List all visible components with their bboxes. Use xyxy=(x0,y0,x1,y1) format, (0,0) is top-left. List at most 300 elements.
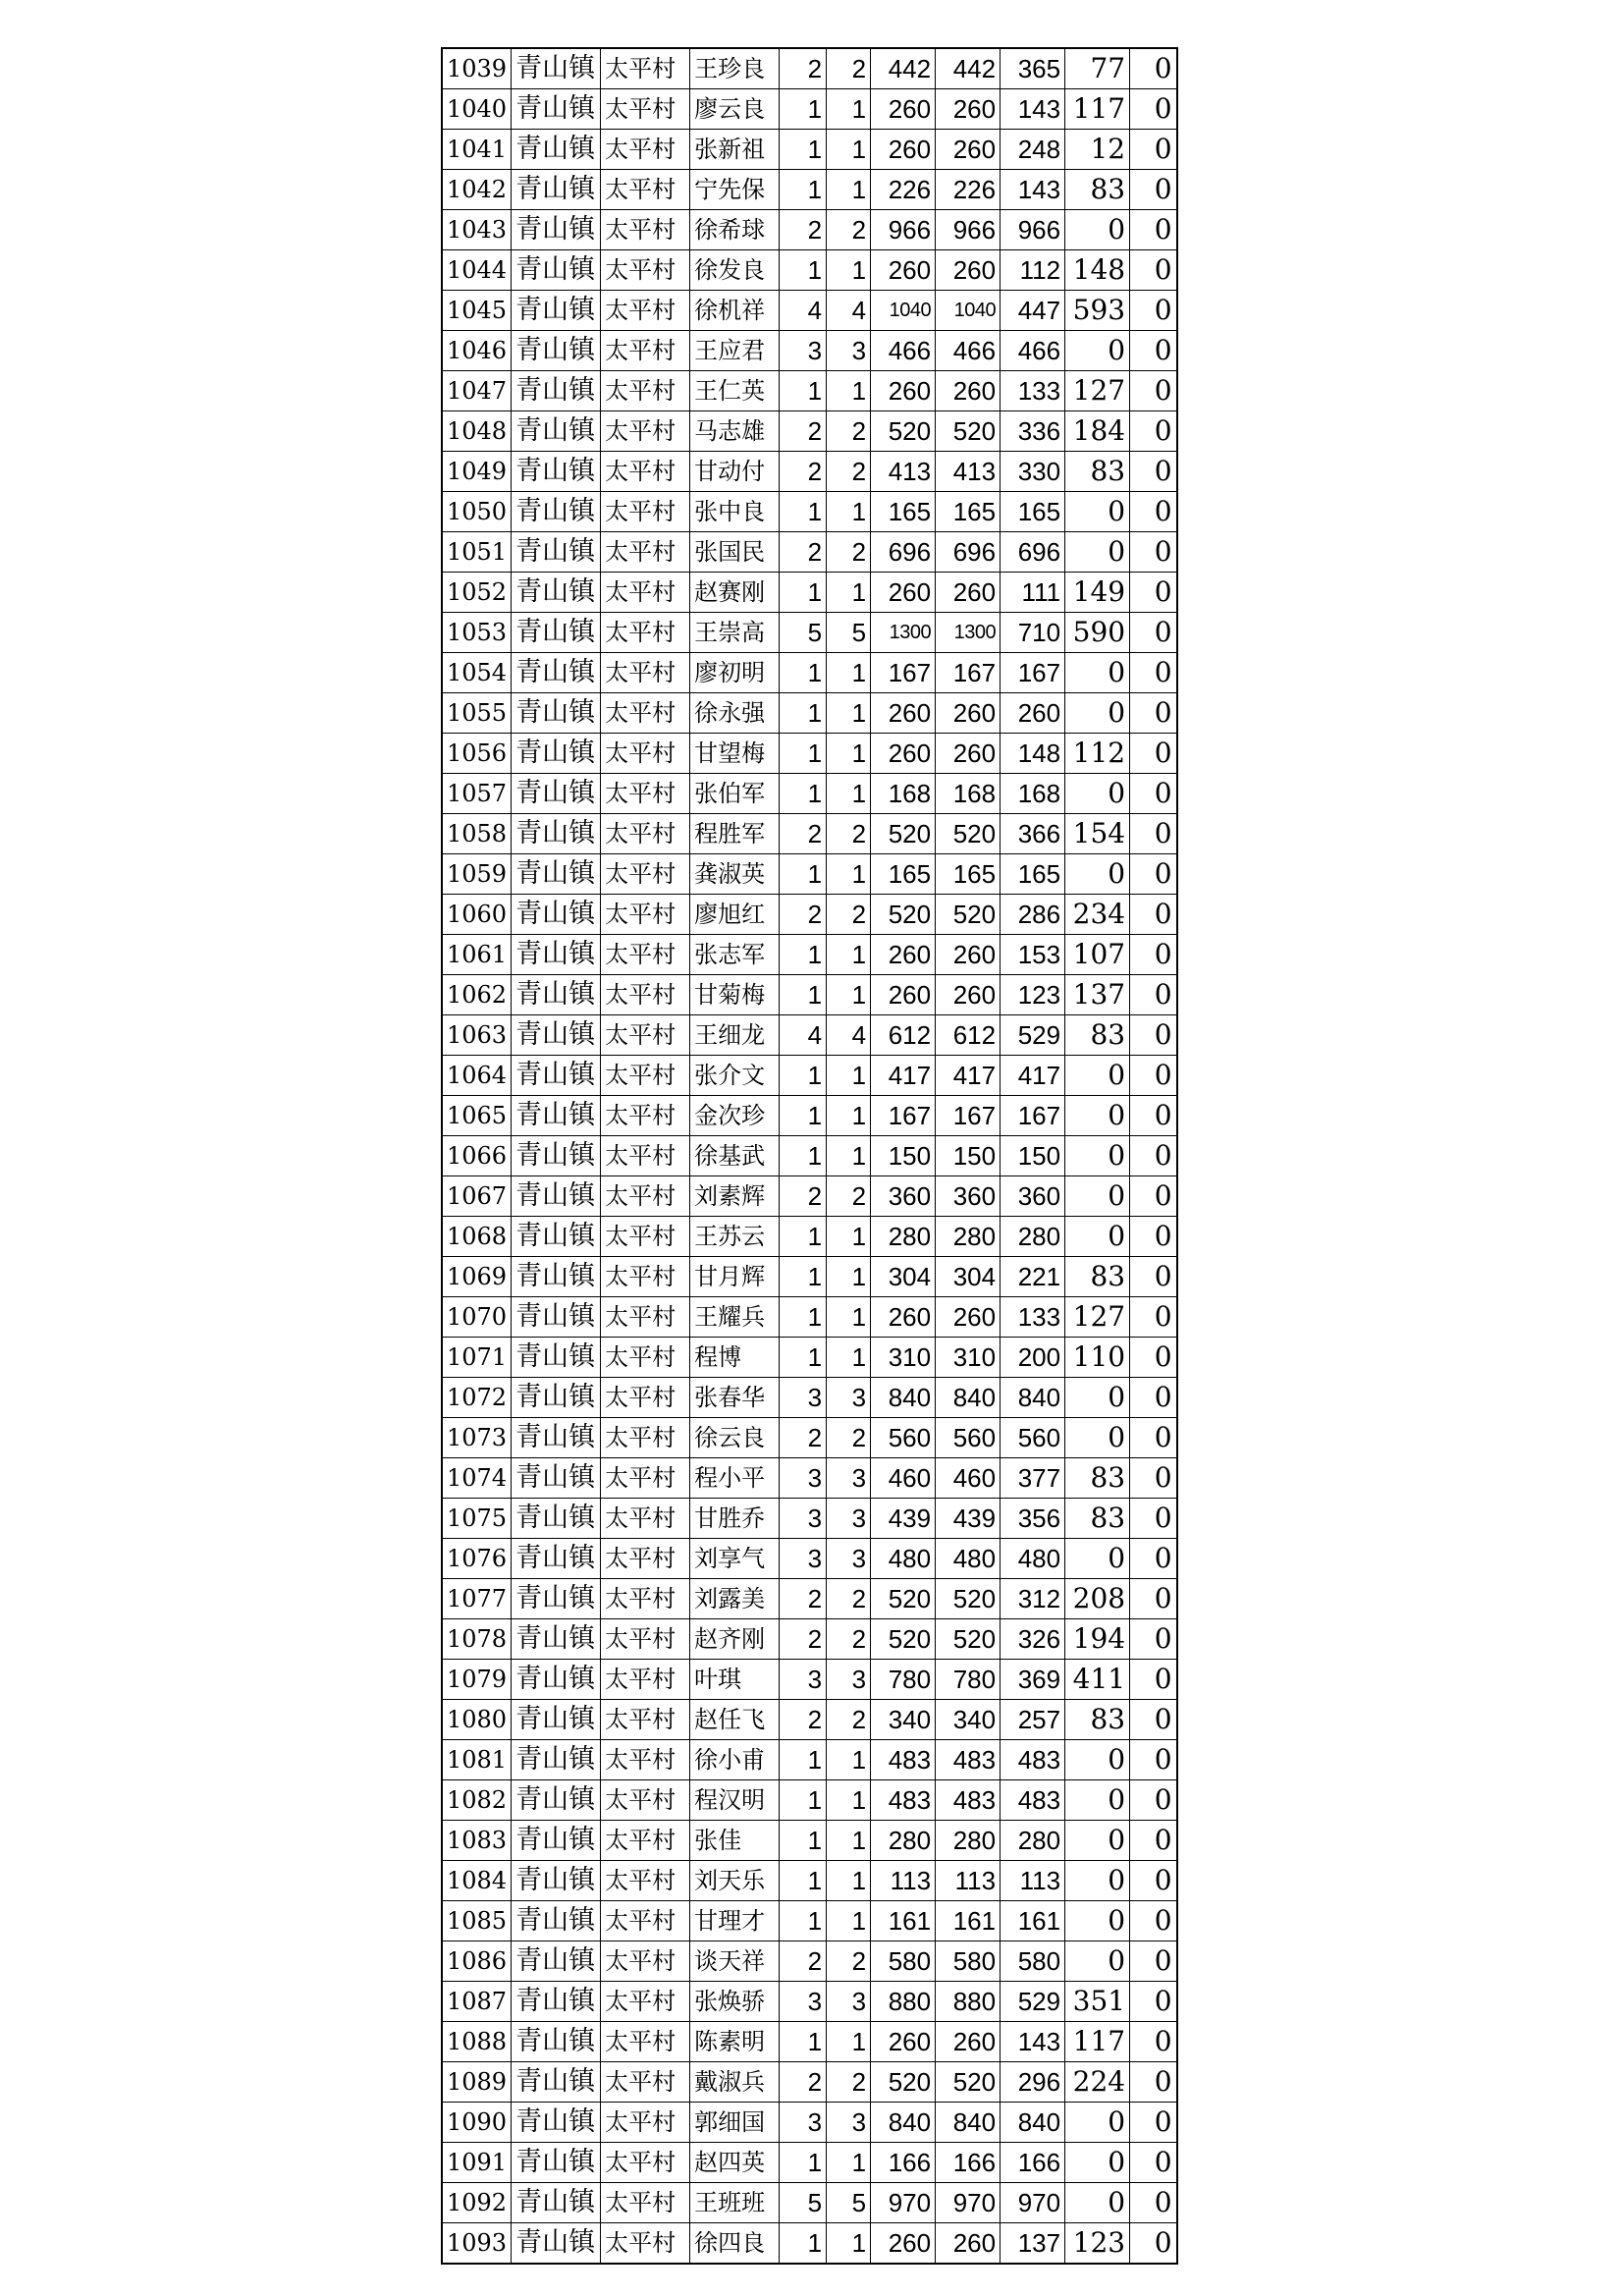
amount-cell-4: 83 xyxy=(1065,170,1130,210)
count-cell-1: 2 xyxy=(780,532,827,573)
amount-cell-5: 0 xyxy=(1130,210,1177,250)
table-row xyxy=(442,1700,1177,1740)
town-cell: 青山镇 xyxy=(512,48,601,89)
amount-cell-4: 83 xyxy=(1065,1015,1130,1056)
table-body xyxy=(442,48,1177,2264)
amount-cell-5: 0 xyxy=(1130,2183,1177,2223)
amount-cell-3: 580 xyxy=(1001,1941,1065,1982)
table-row xyxy=(442,48,1177,89)
name-cell: 甘胜乔 xyxy=(690,1499,780,1539)
amount-cell-5: 0 xyxy=(1130,1780,1177,1821)
amount-cell-1: 260 xyxy=(871,130,936,170)
amount-cell-1: 880 xyxy=(871,1982,936,2022)
town-cell: 青山镇 xyxy=(512,1056,601,1096)
count-cell-2: 2 xyxy=(827,1700,871,1740)
table-row xyxy=(442,89,1177,130)
amount-cell-4: 127 xyxy=(1065,371,1130,411)
amount-cell-1: 167 xyxy=(871,653,936,693)
name-cell: 刘露美 xyxy=(690,1579,780,1619)
amount-cell-2: 165 xyxy=(936,854,1001,895)
name-cell: 甘菊梅 xyxy=(690,975,780,1015)
village-cell: 太平村 xyxy=(601,170,690,210)
table-row xyxy=(442,1378,1177,1418)
town-cell: 青山镇 xyxy=(512,1740,601,1780)
village-cell: 太平村 xyxy=(601,774,690,814)
row-number: 1054 xyxy=(442,653,512,693)
table-row xyxy=(442,1217,1177,1257)
village-cell: 太平村 xyxy=(601,1499,690,1539)
village-cell: 太平村 xyxy=(601,935,690,975)
amount-cell-4: 0 xyxy=(1065,653,1130,693)
count-cell-1: 1 xyxy=(780,170,827,210)
amount-cell-1: 260 xyxy=(871,2022,936,2062)
count-cell-2: 1 xyxy=(827,1257,871,1297)
town-cell: 青山镇 xyxy=(512,2223,601,2265)
table-row xyxy=(442,2022,1177,2062)
count-cell-2: 2 xyxy=(827,210,871,250)
amount-cell-3: 165 xyxy=(1001,854,1065,895)
name-cell: 宁先保 xyxy=(690,170,780,210)
amount-cell-1: 166 xyxy=(871,2143,936,2183)
amount-cell-5: 0 xyxy=(1130,2022,1177,2062)
row-number: 1064 xyxy=(442,1056,512,1096)
amount-cell-2: 166 xyxy=(936,2143,1001,2183)
amount-cell-1: 360 xyxy=(871,1176,936,1217)
table-row xyxy=(442,1619,1177,1660)
count-cell-1: 1 xyxy=(780,1297,827,1338)
amount-cell-1: 483 xyxy=(871,1780,936,1821)
amount-cell-3: 326 xyxy=(1001,1619,1065,1660)
village-cell: 太平村 xyxy=(601,573,690,613)
amount-cell-5: 0 xyxy=(1130,1700,1177,1740)
amount-cell-3: 312 xyxy=(1001,1579,1065,1619)
amount-cell-1: 165 xyxy=(871,854,936,895)
amount-cell-2: 520 xyxy=(936,2062,1001,2103)
count-cell-2: 1 xyxy=(827,89,871,130)
count-cell-2: 3 xyxy=(827,331,871,371)
row-number: 1091 xyxy=(442,2143,512,2183)
village-cell: 太平村 xyxy=(601,1136,690,1176)
row-number: 1072 xyxy=(442,1378,512,1418)
count-cell-1: 3 xyxy=(780,1499,827,1539)
amount-cell-1: 304 xyxy=(871,1257,936,1297)
count-cell-1: 1 xyxy=(780,935,827,975)
count-cell-1: 1 xyxy=(780,774,827,814)
village-cell: 太平村 xyxy=(601,210,690,250)
table-row xyxy=(442,1941,1177,1982)
count-cell-1: 1 xyxy=(780,2143,827,2183)
count-cell-1: 2 xyxy=(780,1579,827,1619)
row-number: 1088 xyxy=(442,2022,512,2062)
name-cell: 甘动付 xyxy=(690,452,780,492)
count-cell-1: 2 xyxy=(780,452,827,492)
amount-cell-2: 417 xyxy=(936,1056,1001,1096)
amount-cell-3: 840 xyxy=(1001,1378,1065,1418)
row-number: 1042 xyxy=(442,170,512,210)
table-row xyxy=(442,1015,1177,1056)
town-cell: 青山镇 xyxy=(512,734,601,774)
amount-cell-4: 83 xyxy=(1065,452,1130,492)
amount-cell-4: 593 xyxy=(1065,291,1130,331)
amount-cell-1: 780 xyxy=(871,1660,936,1700)
row-number: 1046 xyxy=(442,331,512,371)
amount-cell-2: 360 xyxy=(936,1176,1001,1217)
count-cell-1: 1 xyxy=(780,1901,827,1941)
table-row xyxy=(442,1056,1177,1096)
amount-cell-3: 466 xyxy=(1001,331,1065,371)
amount-cell-1: 520 xyxy=(871,2062,936,2103)
amount-cell-1: 168 xyxy=(871,774,936,814)
amount-cell-2: 1300 xyxy=(936,613,1001,653)
village-cell: 太平村 xyxy=(601,1056,690,1096)
village-cell: 太平村 xyxy=(601,613,690,653)
town-cell: 青山镇 xyxy=(512,975,601,1015)
amount-cell-1: 480 xyxy=(871,1539,936,1579)
row-number: 1089 xyxy=(442,2062,512,2103)
name-cell: 郭细国 xyxy=(690,2103,780,2143)
name-cell: 金次珍 xyxy=(690,1096,780,1136)
amount-cell-4: 0 xyxy=(1065,1217,1130,1257)
amount-cell-3: 165 xyxy=(1001,492,1065,532)
village-cell: 太平村 xyxy=(601,48,690,89)
table-row xyxy=(442,1821,1177,1861)
amount-cell-3: 112 xyxy=(1001,250,1065,291)
count-cell-2: 1 xyxy=(827,2223,871,2265)
town-cell: 青山镇 xyxy=(512,2103,601,2143)
amount-cell-5: 0 xyxy=(1130,2062,1177,2103)
amount-cell-5: 0 xyxy=(1130,89,1177,130)
count-cell-2: 2 xyxy=(827,1176,871,1217)
amount-cell-5: 0 xyxy=(1130,1499,1177,1539)
amount-cell-5: 0 xyxy=(1130,170,1177,210)
count-cell-1: 2 xyxy=(780,1941,827,1982)
count-cell-1: 2 xyxy=(780,1619,827,1660)
name-cell: 张佳 xyxy=(690,1821,780,1861)
count-cell-2: 2 xyxy=(827,532,871,573)
amount-cell-2: 480 xyxy=(936,1539,1001,1579)
town-cell: 青山镇 xyxy=(512,411,601,452)
town-cell: 青山镇 xyxy=(512,130,601,170)
count-cell-2: 1 xyxy=(827,1338,871,1378)
table-row xyxy=(442,2223,1177,2265)
count-cell-2: 1 xyxy=(827,573,871,613)
amount-cell-2: 260 xyxy=(936,693,1001,734)
count-cell-1: 2 xyxy=(780,895,827,935)
town-cell: 青山镇 xyxy=(512,210,601,250)
count-cell-1: 1 xyxy=(780,1861,827,1901)
village-cell: 太平村 xyxy=(601,1821,690,1861)
amount-cell-2: 413 xyxy=(936,452,1001,492)
count-cell-1: 1 xyxy=(780,1136,827,1176)
count-cell-2: 2 xyxy=(827,411,871,452)
amount-cell-5: 0 xyxy=(1130,1015,1177,1056)
amount-cell-1: 970 xyxy=(871,2183,936,2223)
amount-cell-2: 1040 xyxy=(936,291,1001,331)
town-cell: 青山镇 xyxy=(512,2183,601,2223)
count-cell-2: 1 xyxy=(827,2022,871,2062)
amount-cell-5: 0 xyxy=(1130,1660,1177,1700)
name-cell: 陈素明 xyxy=(690,2022,780,2062)
row-number: 1073 xyxy=(442,1418,512,1458)
village-cell: 太平村 xyxy=(601,2223,690,2265)
amount-cell-1: 161 xyxy=(871,1901,936,1941)
amount-cell-3: 200 xyxy=(1001,1338,1065,1378)
table-row xyxy=(442,291,1177,331)
amount-cell-1: 260 xyxy=(871,935,936,975)
count-cell-1: 3 xyxy=(780,1378,827,1418)
amount-cell-2: 520 xyxy=(936,1579,1001,1619)
amount-cell-5: 0 xyxy=(1130,48,1177,89)
row-number: 1090 xyxy=(442,2103,512,2143)
table-row xyxy=(442,734,1177,774)
name-cell: 徐发良 xyxy=(690,250,780,291)
name-cell: 王珍良 xyxy=(690,48,780,89)
amount-cell-1: 520 xyxy=(871,411,936,452)
row-number: 1052 xyxy=(442,573,512,613)
amount-cell-3: 966 xyxy=(1001,210,1065,250)
amount-cell-4: 351 xyxy=(1065,1982,1130,2022)
town-cell: 青山镇 xyxy=(512,1297,601,1338)
amount-cell-2: 260 xyxy=(936,935,1001,975)
amount-cell-2: 880 xyxy=(936,1982,1001,2022)
town-cell: 青山镇 xyxy=(512,573,601,613)
count-cell-1: 1 xyxy=(780,89,827,130)
amount-cell-2: 260 xyxy=(936,250,1001,291)
row-number: 1080 xyxy=(442,1700,512,1740)
table-row xyxy=(442,532,1177,573)
table-row xyxy=(442,854,1177,895)
amount-cell-4: 77 xyxy=(1065,48,1130,89)
amount-cell-5: 0 xyxy=(1130,895,1177,935)
name-cell: 甘理才 xyxy=(690,1901,780,1941)
amount-cell-5: 0 xyxy=(1130,452,1177,492)
count-cell-1: 4 xyxy=(780,1015,827,1056)
amount-cell-4: 0 xyxy=(1065,1821,1130,1861)
count-cell-1: 3 xyxy=(780,2103,827,2143)
table-row xyxy=(442,1338,1177,1378)
amount-cell-1: 520 xyxy=(871,1619,936,1660)
amount-cell-5: 0 xyxy=(1130,1418,1177,1458)
amount-cell-1: 340 xyxy=(871,1700,936,1740)
name-cell: 徐机祥 xyxy=(690,291,780,331)
table-row xyxy=(442,1136,1177,1176)
count-cell-1: 1 xyxy=(780,1338,827,1378)
amount-cell-3: 150 xyxy=(1001,1136,1065,1176)
row-number: 1041 xyxy=(442,130,512,170)
amount-cell-1: 840 xyxy=(871,2103,936,2143)
amount-cell-3: 356 xyxy=(1001,1499,1065,1539)
amount-cell-3: 133 xyxy=(1001,371,1065,411)
amount-cell-5: 0 xyxy=(1130,1136,1177,1176)
row-number: 1082 xyxy=(442,1780,512,1821)
amount-cell-5: 0 xyxy=(1130,814,1177,854)
village-cell: 太平村 xyxy=(601,1780,690,1821)
amount-cell-2: 280 xyxy=(936,1821,1001,1861)
row-number: 1086 xyxy=(442,1941,512,1982)
amount-cell-5: 0 xyxy=(1130,1217,1177,1257)
name-cell: 程小平 xyxy=(690,1458,780,1499)
amount-cell-4: 0 xyxy=(1065,1861,1130,1901)
village-cell: 太平村 xyxy=(601,1217,690,1257)
table-row xyxy=(442,2062,1177,2103)
amount-cell-2: 280 xyxy=(936,1217,1001,1257)
amount-cell-4: 0 xyxy=(1065,1539,1130,1579)
amount-cell-3: 143 xyxy=(1001,2022,1065,2062)
amount-cell-4: 0 xyxy=(1065,1136,1130,1176)
count-cell-2: 1 xyxy=(827,170,871,210)
amount-cell-2: 167 xyxy=(936,653,1001,693)
amount-cell-2: 520 xyxy=(936,814,1001,854)
town-cell: 青山镇 xyxy=(512,1136,601,1176)
name-cell: 程汉明 xyxy=(690,1780,780,1821)
row-number: 1055 xyxy=(442,693,512,734)
town-cell: 青山镇 xyxy=(512,693,601,734)
row-number: 1044 xyxy=(442,250,512,291)
row-number: 1045 xyxy=(442,291,512,331)
amount-cell-4: 0 xyxy=(1065,1418,1130,1458)
table-row xyxy=(442,613,1177,653)
count-cell-2: 3 xyxy=(827,1378,871,1418)
row-number: 1068 xyxy=(442,1217,512,1257)
row-number: 1092 xyxy=(442,2183,512,2223)
amount-cell-1: 260 xyxy=(871,1297,936,1338)
village-cell: 太平村 xyxy=(601,814,690,854)
table-row xyxy=(442,170,1177,210)
village-cell: 太平村 xyxy=(601,854,690,895)
count-cell-2: 4 xyxy=(827,291,871,331)
amount-cell-4: 0 xyxy=(1065,2183,1130,2223)
count-cell-1: 2 xyxy=(780,210,827,250)
town-cell: 青山镇 xyxy=(512,1378,601,1418)
amount-cell-2: 442 xyxy=(936,48,1001,89)
amount-cell-4: 117 xyxy=(1065,2022,1130,2062)
name-cell: 张新祖 xyxy=(690,130,780,170)
village-cell: 太平村 xyxy=(601,89,690,130)
count-cell-1: 1 xyxy=(780,2022,827,2062)
amount-cell-4: 0 xyxy=(1065,693,1130,734)
amount-cell-3: 365 xyxy=(1001,48,1065,89)
amount-cell-3: 377 xyxy=(1001,1458,1065,1499)
amount-cell-5: 0 xyxy=(1130,1821,1177,1861)
amount-cell-2: 780 xyxy=(936,1660,1001,1700)
amount-cell-1: 113 xyxy=(871,1861,936,1901)
amount-cell-4: 117 xyxy=(1065,89,1130,130)
name-cell: 廖云良 xyxy=(690,89,780,130)
amount-cell-1: 260 xyxy=(871,2223,936,2265)
amount-cell-5: 0 xyxy=(1130,1297,1177,1338)
town-cell: 青山镇 xyxy=(512,1901,601,1941)
village-cell: 太平村 xyxy=(601,2062,690,2103)
amount-cell-5: 0 xyxy=(1130,1096,1177,1136)
amount-cell-1: 260 xyxy=(871,371,936,411)
village-cell: 太平村 xyxy=(601,693,690,734)
table-row xyxy=(442,935,1177,975)
amount-cell-3: 417 xyxy=(1001,1056,1065,1096)
amount-cell-2: 260 xyxy=(936,130,1001,170)
row-number: 1053 xyxy=(442,613,512,653)
count-cell-1: 1 xyxy=(780,130,827,170)
count-cell-1: 3 xyxy=(780,1660,827,1700)
amount-cell-4: 83 xyxy=(1065,1257,1130,1297)
name-cell: 甘望梅 xyxy=(690,734,780,774)
village-cell: 太平村 xyxy=(601,411,690,452)
village-cell: 太平村 xyxy=(601,1901,690,1941)
amount-cell-5: 0 xyxy=(1130,331,1177,371)
village-cell: 太平村 xyxy=(601,1015,690,1056)
village-cell: 太平村 xyxy=(601,1740,690,1780)
amount-cell-2: 260 xyxy=(936,371,1001,411)
row-number: 1051 xyxy=(442,532,512,573)
amount-cell-1: 150 xyxy=(871,1136,936,1176)
count-cell-2: 1 xyxy=(827,1780,871,1821)
amount-cell-1: 310 xyxy=(871,1338,936,1378)
amount-cell-5: 0 xyxy=(1130,935,1177,975)
village-cell: 太平村 xyxy=(601,532,690,573)
amount-cell-4: 127 xyxy=(1065,1297,1130,1338)
amount-cell-2: 840 xyxy=(936,2103,1001,2143)
village-cell: 太平村 xyxy=(601,2022,690,2062)
amount-cell-1: 442 xyxy=(871,48,936,89)
amount-cell-3: 483 xyxy=(1001,1780,1065,1821)
row-number: 1083 xyxy=(442,1821,512,1861)
amount-cell-3: 167 xyxy=(1001,1096,1065,1136)
amount-cell-4: 0 xyxy=(1065,492,1130,532)
count-cell-2: 3 xyxy=(827,1499,871,1539)
name-cell: 廖旭红 xyxy=(690,895,780,935)
amount-cell-4: 0 xyxy=(1065,210,1130,250)
amount-cell-4: 0 xyxy=(1065,1941,1130,1982)
town-cell: 青山镇 xyxy=(512,89,601,130)
row-number: 1085 xyxy=(442,1901,512,1941)
amount-cell-2: 260 xyxy=(936,2223,1001,2265)
table-row xyxy=(442,573,1177,613)
amount-cell-4: 208 xyxy=(1065,1579,1130,1619)
amount-cell-4: 83 xyxy=(1065,1458,1130,1499)
amount-cell-3: 696 xyxy=(1001,532,1065,573)
amount-cell-5: 0 xyxy=(1130,693,1177,734)
count-cell-1: 3 xyxy=(780,1982,827,2022)
count-cell-2: 1 xyxy=(827,1136,871,1176)
name-cell: 王应君 xyxy=(690,331,780,371)
village-cell: 太平村 xyxy=(601,975,690,1015)
amount-cell-5: 0 xyxy=(1130,2143,1177,2183)
name-cell: 张志军 xyxy=(690,935,780,975)
count-cell-1: 1 xyxy=(780,693,827,734)
name-cell: 赵赛刚 xyxy=(690,573,780,613)
amount-cell-5: 0 xyxy=(1130,2223,1177,2265)
row-number: 1050 xyxy=(442,492,512,532)
village-cell: 太平村 xyxy=(601,1700,690,1740)
name-cell: 赵四英 xyxy=(690,2143,780,2183)
count-cell-2: 2 xyxy=(827,895,871,935)
table-row xyxy=(442,2183,1177,2223)
amount-cell-4: 123 xyxy=(1065,2223,1130,2265)
village-cell: 太平村 xyxy=(601,1378,690,1418)
amount-cell-3: 336 xyxy=(1001,411,1065,452)
name-cell: 龚淑英 xyxy=(690,854,780,895)
amount-cell-1: 520 xyxy=(871,814,936,854)
name-cell: 谈天祥 xyxy=(690,1941,780,1982)
row-number: 1071 xyxy=(442,1338,512,1378)
amount-cell-2: 340 xyxy=(936,1700,1001,1740)
amount-cell-4: 107 xyxy=(1065,935,1130,975)
row-number: 1063 xyxy=(442,1015,512,1056)
count-cell-1: 1 xyxy=(780,1780,827,1821)
name-cell: 徐小甫 xyxy=(690,1740,780,1780)
amount-cell-4: 411 xyxy=(1065,1660,1130,1700)
count-cell-2: 1 xyxy=(827,1056,871,1096)
count-cell-1: 1 xyxy=(780,492,827,532)
